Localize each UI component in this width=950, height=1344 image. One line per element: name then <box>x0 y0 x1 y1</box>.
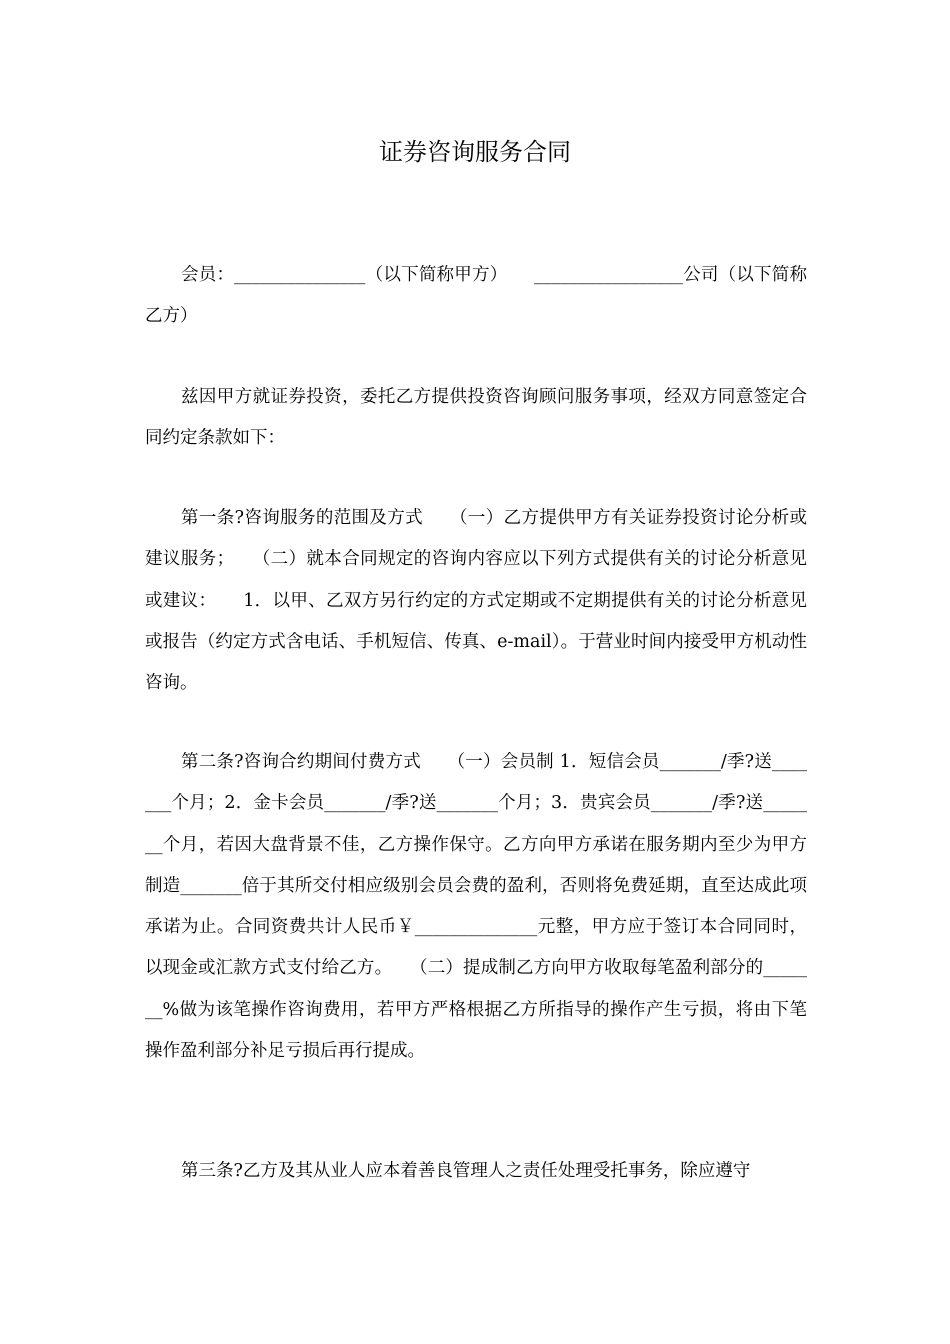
document-title: 证券咨询服务合同 <box>379 138 571 166</box>
paragraph-preamble: 兹因甲方就证券投资，委托乙方提供投资咨询顾问服务事项，经双方同意签定合同约定条款如下： <box>145 387 807 449</box>
paragraph-parties: 会员：_______________（以下简称甲方） _________________公司（以下简称乙方） <box>145 265 807 327</box>
paragraph-article-1: 第一条?咨询服务的范围及方式 （一）乙方提供甲方有关证券投资讨论分析或建议服务； （二）就本合同规定的咨询内容应以下列方式提供有关的讨论分析意见或建议： 1．以甲、乙双方另行约定的方式定期或不定期提供有关的讨论分析意见或报告（约定方式含电话、手机短信、传真、e-mail）。于营业时间内接受甲方机动性咨询。 <box>145 508 807 694</box>
paragraph-article-3: 第三条?乙方及其从业人应本着善良管理人之责任处理受托事务，除应遵守 <box>181 1161 751 1181</box>
paragraph-article-2: 第二条?咨询合约期间付费方式 （一）会员制 1．短信会员_______/季?送_______个月；2．金卡会员_______/季?送_______个月；3．贵宾会员_______/季?送_______个月，若因大盘背景不佳，乙方操作保守。乙方向甲方承诺在服务期内至少为甲方制造_______倍于其所交付相应级别会员会费的盈利，否则将免费延期，直至达成此项承诺为止。合同资费共计人民币￥______________元整，甲方应于签订本合同同时，以现金或汇款方式支付给乙方。 （二）提成制乙方向甲方收取每笔盈利部分的_______%做为该笔操作咨询费用，若甲方严格根据乙方所指导的操作产生亏损，将由下笔操作盈利部分补足亏损后再行提成。 <box>145 752 807 1062</box>
